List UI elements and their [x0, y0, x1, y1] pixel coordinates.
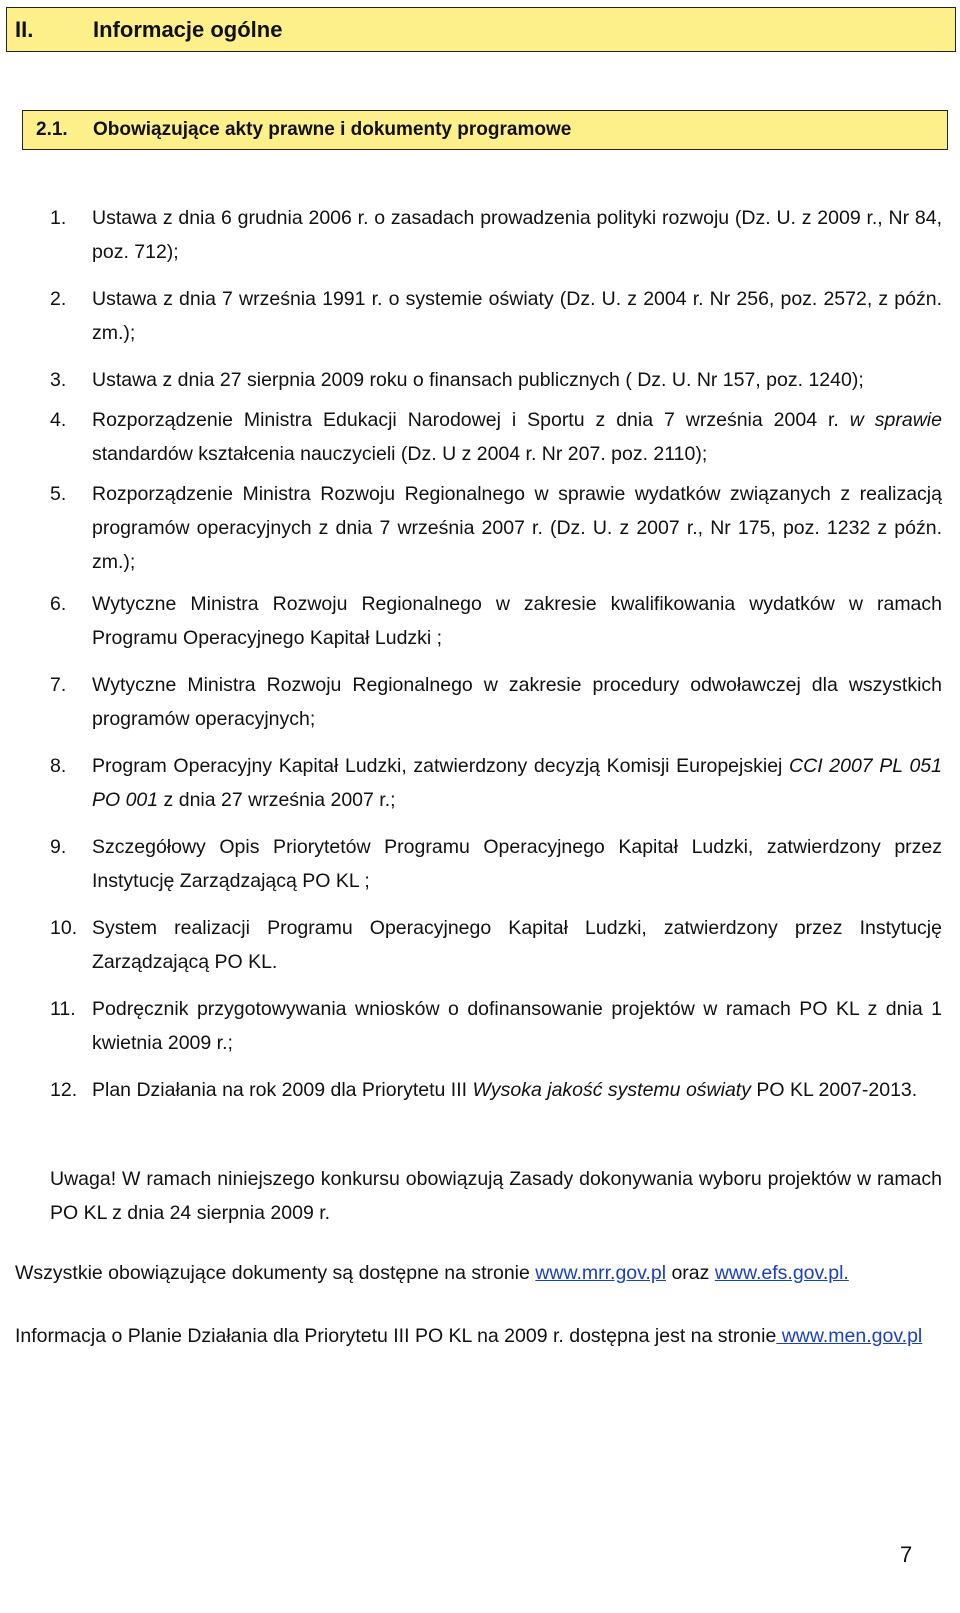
item-text: Ustawa z dnia 27 sierpnia 2009 roku o finansach publicznych ( Dz. U. Nr 157, poz. 1240); — [92, 369, 864, 391]
item-number: 10. — [50, 917, 78, 939]
item-text: Wytyczne Ministra Rozwoju Regionalnego w zakresie procedury odwoławczej dla wszystkich programów operacyjnych; — [92, 674, 942, 730]
paragraph-text: Wszystkie obowiązujące dokumenty są dostępne na stronie — [15, 1262, 536, 1284]
documents-availability-paragraph — [15, 1258, 849, 1288]
paragraph-text-mid: oraz — [666, 1262, 715, 1284]
page-number: 7 — [900, 1542, 913, 1567]
link-efs[interactable]: www.efs.gov.pl. — [714, 1262, 849, 1284]
legal-acts-list — [50, 201, 942, 1120]
list-item — [50, 992, 942, 1060]
item-text-end: z dnia 27 września 2007 r.; — [158, 789, 396, 811]
item-text: System realizacji Programu Operacyjnego Kapitał Ludzki, zatwierdzony przez Instytucję Zarządzającą PO KL. — [92, 917, 942, 973]
section-number: II. — [15, 16, 34, 42]
section-title: Informacje ogólne — [93, 16, 283, 42]
item-text-start: Plan Działania na rok 2009 dla Priorytetu III — [92, 1079, 473, 1101]
item-text: Ustawa z dnia 6 grudnia 2006 r. o zasadach prowadzenia polityki rozwoju (Dz. U. z 2009 r., Nr 84, poz. 712); — [92, 207, 942, 263]
subsection-title: Obowiązujące akty prawne i dokumenty programowe — [93, 119, 572, 140]
list-item — [50, 201, 942, 269]
note-paragraph: Uwaga! W ramach niniejszego konkursu obowiązują Zasady dokonywania wyboru projektów w ramach PO KL z dnia 24 sierpnia 2009 r. — [50, 1168, 942, 1224]
list-item — [50, 749, 942, 817]
item-text-italic: w sprawie — [849, 409, 942, 431]
list-item — [50, 282, 942, 350]
subsection-heading — [22, 110, 948, 150]
item-text-end: standardów kształcenia nauczycieli (Dz. U z 2004 r. Nr 207. poz. 2110); — [92, 443, 708, 465]
item-number: 8. — [50, 755, 67, 777]
item-text-italic: CCI 2007 PL 051 PO 001 — [92, 755, 942, 811]
list-item — [50, 1073, 942, 1107]
list-item — [50, 911, 942, 979]
item-text: Wytyczne Ministra Rozwoju Regionalnego w zakresie kwalifikowania wydatków w ramach Programu Operacyjnego Kapitał Ludzki ; — [92, 593, 942, 649]
subsection-number: 2.1. — [36, 119, 68, 140]
item-text-start: Rozporządzenie Ministra Edukacji Narodowej i Sportu z dnia 7 września 2004 r. — [92, 409, 850, 431]
list-item — [50, 668, 942, 736]
list-item — [50, 587, 942, 655]
item-text: Ustawa z dnia 7 września 1991 r. o systemie oświaty (Dz. U. z 2004 r. Nr 256, poz. 2572, z późn. zm.); — [92, 288, 942, 344]
list-item — [50, 363, 942, 397]
link-mrr[interactable]: www.mrr.gov.pl — [535, 1262, 667, 1284]
list-item — [50, 403, 942, 471]
item-text: Rozporządzenie Ministra Rozwoju Regionalnego w sprawie wydatków związanych z realizacją programów operacyjnych z dnia 7 września 2007 r. (Dz. U. z 2007 r., Nr 175, poz. 1232 z późn. zm.); — [92, 483, 942, 573]
action-plan-info-paragraph — [15, 1321, 922, 1351]
paragraph-text: Informacja o Planie Działania dla Priorytetu III PO KL na 2009 r. dostępna jest na stronie — [15, 1325, 777, 1347]
item-text-end: PO KL 2007-2013. — [750, 1079, 918, 1101]
list-item — [50, 830, 942, 898]
item-number: 12. — [50, 1079, 78, 1101]
item-number: 9. — [50, 836, 67, 858]
item-text-start: Program Operacyjny Kapitał Ludzki, zatwierdzony decyzją Komisji Europejskiej — [92, 755, 790, 777]
item-number: 6. — [50, 593, 67, 615]
item-number: 1. — [50, 207, 67, 229]
item-text: Szczegółowy Opis Priorytetów Programu Operacyjnego Kapitał Ludzki, zatwierdzony przez Instytucję Zarządzającą PO KL ; — [92, 836, 942, 892]
item-number: 2. — [50, 288, 67, 310]
item-number: 3. — [50, 369, 67, 391]
section-heading — [6, 7, 956, 52]
list-item — [50, 477, 942, 579]
item-text-italic: Wysoka jakość systemu oświaty — [472, 1079, 751, 1101]
item-number: 4. — [50, 409, 67, 431]
item-text: Podręcznik przygotowywania wniosków o dofinansowanie projektów w ramach PO KL z dnia 1 kwietnia 2009 r.; — [92, 998, 942, 1054]
item-number: 5. — [50, 483, 67, 505]
link-men[interactable]: www.men.gov.pl — [776, 1325, 923, 1347]
item-number: 11. — [50, 998, 76, 1020]
item-number: 7. — [50, 674, 67, 696]
